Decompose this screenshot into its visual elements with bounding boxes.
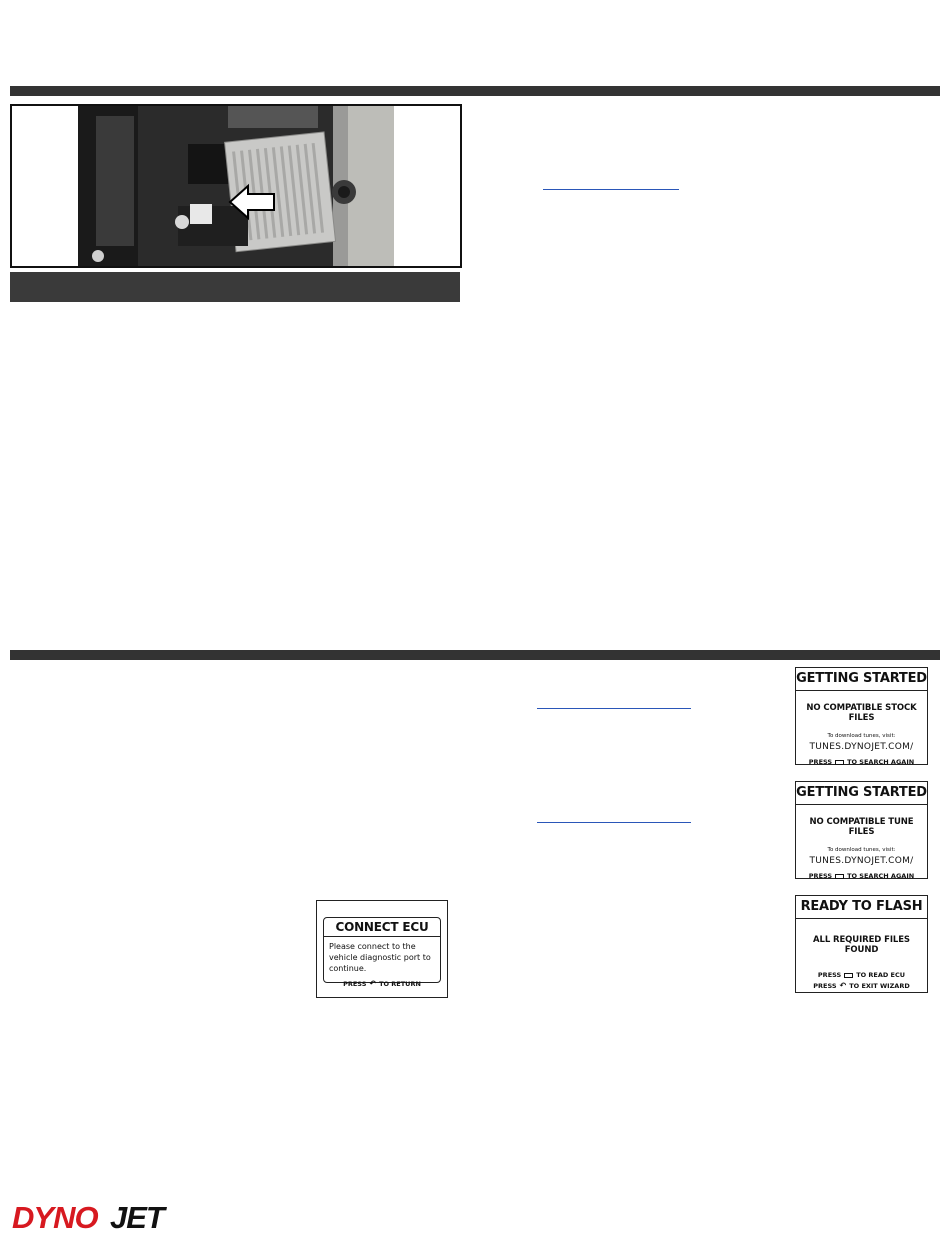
press-prefix: PRESS <box>343 980 367 988</box>
press-prefix: PRESS <box>813 982 837 990</box>
press-prefix: PRESS <box>817 971 842 979</box>
select-button-icon <box>844 973 853 978</box>
screen-title: GETTING STARTED <box>796 668 927 691</box>
press-prefix: PRESS <box>808 872 833 880</box>
screen-title: CONNECT ECU <box>324 918 440 937</box>
screen-visit-text: To download tunes, visit: <box>827 847 896 853</box>
back-arrow-icon: ↶ <box>369 979 377 988</box>
section-header-bar-middle <box>10 650 940 660</box>
screen-connect-ecu <box>316 900 448 998</box>
ecu-photo-image <box>78 106 394 266</box>
hyperlink-underline[interactable] <box>537 822 691 823</box>
press-prefix: PRESS <box>808 758 833 766</box>
photo-caption-bar <box>10 272 460 302</box>
logo-text-part2: JET <box>110 1200 164 1234</box>
screen-url: TUNES.DYNOJET.COM/ <box>809 742 914 752</box>
screen-title: GETTING STARTED <box>796 782 927 805</box>
screen-press-instruction <box>324 980 440 988</box>
screen-message: ALL REQUIRED FILES FOUND <box>813 935 910 955</box>
ecu-photo <box>10 104 462 268</box>
press-suffix: TO READ ECU <box>856 971 906 979</box>
screen-press-instruction <box>796 758 927 766</box>
hyperlink-underline[interactable] <box>543 189 679 190</box>
hyperlink-underline[interactable] <box>537 708 691 709</box>
section-header-bar-top <box>10 86 940 96</box>
screen-message: NO COMPATIBLE STOCK FILES <box>806 703 917 723</box>
press-suffix: TO SEARCH AGAIN <box>847 872 915 880</box>
screen-press-instruction <box>796 982 927 990</box>
press-suffix: TO EXIT WIZARD <box>849 982 910 990</box>
dynojet-logo <box>10 1200 190 1234</box>
screen-title: READY TO FLASH <box>796 896 927 919</box>
screen-body: Please connect to the vehicle diagnostic port to continue. <box>329 942 431 973</box>
screen-visit-text: To download tunes, visit: <box>827 733 896 739</box>
screen-url: TUNES.DYNOJET.COM/ <box>809 856 914 866</box>
back-arrow-icon: ↶ <box>839 981 847 990</box>
screen-no-stock-files <box>795 667 928 765</box>
press-suffix: TO SEARCH AGAIN <box>847 758 915 766</box>
screen-dialog <box>323 917 441 988</box>
press-suffix: TO RETURN <box>379 980 421 988</box>
screen-no-tune-files <box>795 781 928 879</box>
screen-ready-to-flash <box>795 895 928 993</box>
screen-press-instruction <box>796 872 927 880</box>
select-button-icon <box>835 760 844 765</box>
screen-press-instruction <box>796 971 927 979</box>
select-button-icon <box>835 874 844 879</box>
screen-message: NO COMPATIBLE TUNE FILES <box>809 817 914 837</box>
logo-text-part1: DYNO <box>12 1200 98 1234</box>
